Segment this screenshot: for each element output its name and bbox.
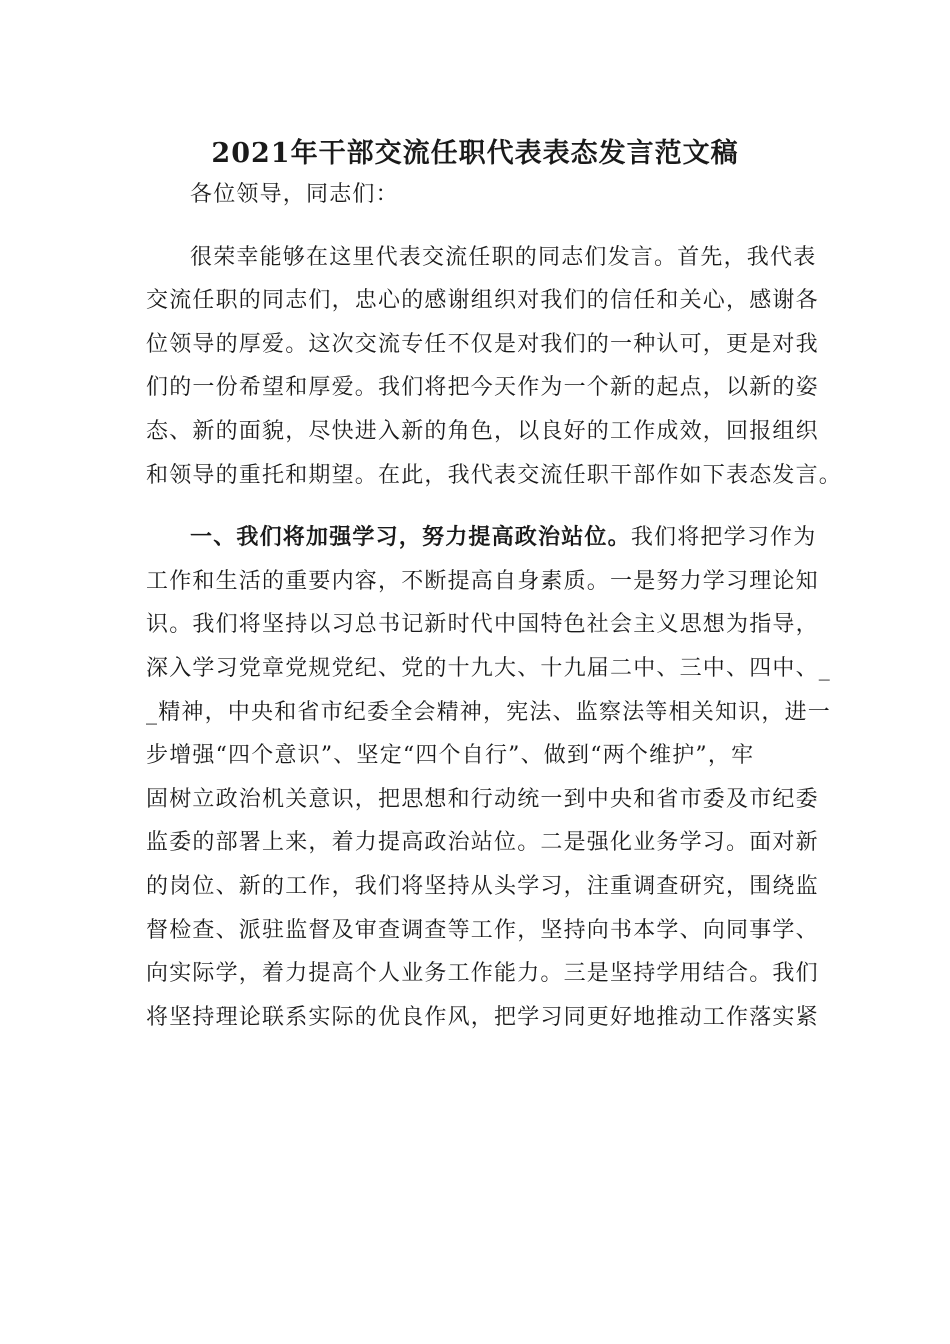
paragraph-line: 们的一份希望和厚爱。我们将把今天作为一个新的起点，以新的姿 [146, 375, 819, 401]
paragraph-line: 识。我们将坚持以习总书记新时代中国特色社会主义思想为指导， [146, 612, 819, 638]
paragraph-line: 向实际学，着力提高个人业务工作能力。三是坚持学用结合。我们 [146, 961, 819, 987]
paragraph-1 [146, 236, 843, 498]
section-heading: 一、我们将加强学习，努力提高政治站位。 [190, 524, 631, 551]
document-body [146, 173, 843, 1058]
paragraph-line: 督检查、派驻监督及审查调查等工作，坚持向书本学、向同事学、 [146, 917, 819, 943]
paragraph-line: 监委的部署上来，着力提高政治站位。二是强化业务学习。面对新 [146, 830, 819, 856]
paragraph-2 [146, 516, 832, 1039]
paragraph-line: 位领导的厚爱。这次交流专任不仅是对我们的一种认可，更是对我 [146, 331, 819, 357]
paragraph-line: 的岗位、新的工作，我们将坚持从头学习，注重调查研究，围绕监 [146, 873, 819, 899]
paragraph-text: 我们将把学习作为 [630, 525, 817, 551]
paragraph-line: 很荣幸能够在这里代表交流任职的同志们发言。首先，我代表 [190, 244, 817, 270]
paragraph-line: 深入学习党章党规党纪、党的十九大、十九届二中、三中、四中、_ [146, 655, 832, 681]
document-title: 2021年干部交流任职代表表态发言范文稿 [211, 138, 739, 169]
paragraph-line: 工作和生活的重要内容，不断提高自身素质。一是努力学习理论知 [146, 568, 819, 594]
paragraph-first-line [146, 516, 817, 560]
paragraph-line: 交流任职的同志们，忠心的感谢组织对我们的信任和关心，感谢各 [146, 288, 819, 314]
paragraph-line: _精神，中央和省市纪委全会精神，宪法、监察法等相关知识，进一 [146, 699, 832, 725]
paragraph-line: 固树立政治机关意识，把思想和行动统一到中央和省市委及市纪委 [146, 786, 819, 812]
paragraph-line: 将坚持理论联系实际的优良作风，把学习同更好地推动工作落实紧 [146, 1004, 819, 1030]
paragraph-line: 态、新的面貌，尽快进入新的角色，以良好的工作成效，回报组织 [146, 418, 819, 444]
paragraph-line: 步增强“四个意识”、坚定“四个自行”、做到“两个维护”，牢 [146, 743, 755, 769]
greeting: 各位领导，同志们： [190, 182, 399, 207]
paragraph-line: 和领导的重托和期望。在此，我代表交流任职干部作如下表态发言。 [146, 462, 843, 488]
